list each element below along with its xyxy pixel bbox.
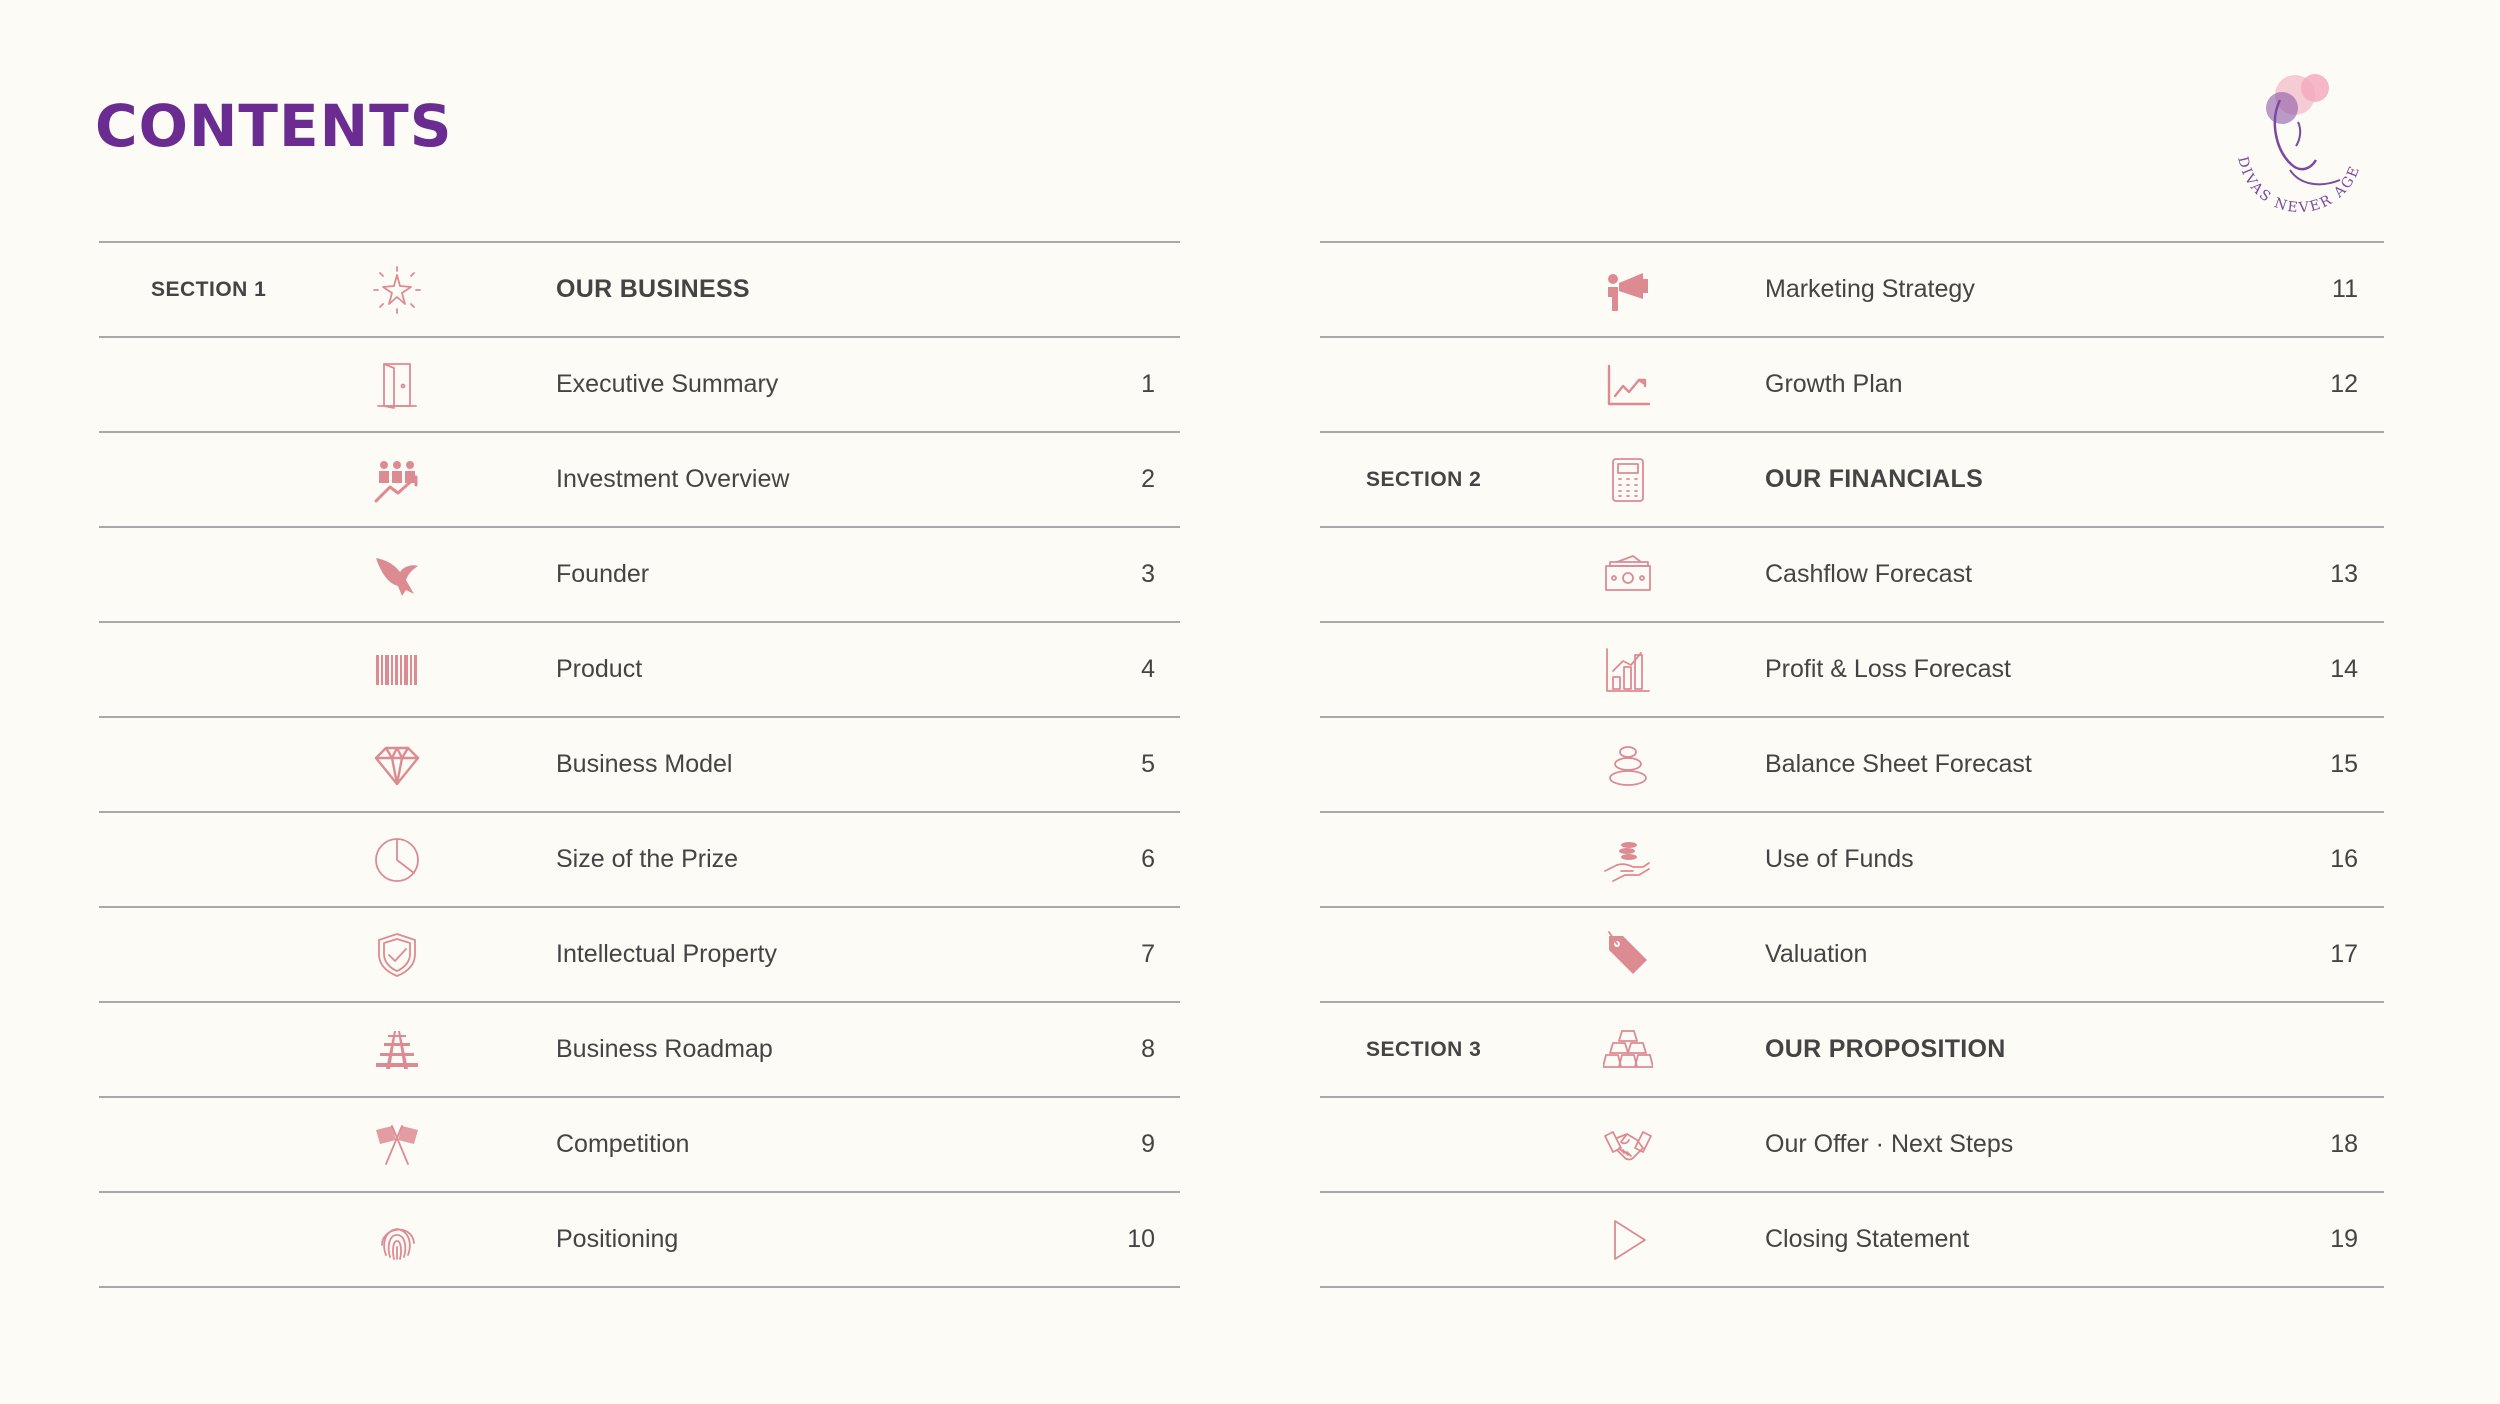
page-number: 19: [2330, 1225, 2358, 1253]
contents-right-column: [1320, 241, 2384, 1288]
section-label: SECTION 3: [1366, 1038, 1482, 1061]
megaphone-icon: [1603, 265, 1653, 315]
page-number: 7: [1141, 940, 1155, 968]
page-number: 17: [2330, 940, 2358, 968]
section-label: SECTION 1: [151, 278, 267, 301]
page-number: 15: [2330, 750, 2358, 778]
page-number: 11: [2332, 275, 2358, 303]
svg-text:DIVAS NEVER AGE: DIVAS NEVER AGE: [2234, 155, 2364, 217]
hand-coins-icon: [1603, 835, 1653, 885]
contents-item-label: Marketing Strategy: [1765, 275, 1975, 303]
contents-row[interactable]: [99, 1098, 1180, 1193]
contents-row[interactable]: [99, 433, 1180, 528]
contents-item-label: Executive Summary: [556, 370, 779, 398]
fingerprint-icon: [372, 1215, 422, 1265]
contents-item-label: Valuation: [1765, 940, 1868, 968]
team-growth-icon: [372, 455, 422, 505]
contents-row[interactable]: [99, 718, 1180, 813]
page-number: 9: [1141, 1130, 1155, 1158]
cash-icon: [1603, 550, 1653, 600]
contents-item-label: Our Offer · Next Steps: [1765, 1130, 2014, 1158]
contents-left-column: [99, 241, 1180, 1288]
contents-item-label: Cashflow Forecast: [1765, 560, 1973, 588]
page-number: 12: [2330, 370, 2358, 398]
page-number: 2: [1141, 465, 1155, 493]
page-number: 8: [1141, 1035, 1155, 1063]
brand-logo: [2220, 60, 2380, 220]
handshake-icon: [1603, 1120, 1653, 1170]
page-number: 4: [1141, 655, 1155, 683]
section-title: OUR BUSINESS: [556, 275, 750, 303]
contents-item-label: Product: [556, 655, 643, 683]
contents-row[interactable]: [1320, 1193, 2384, 1288]
barcode-icon: [372, 645, 422, 695]
contents-row[interactable]: [1320, 623, 2384, 718]
section-heading-row[interactable]: [1320, 1003, 2384, 1098]
page-number: 13: [2330, 560, 2358, 588]
diamond-icon: [372, 740, 422, 790]
contents-item-label: Investment Overview: [556, 465, 790, 493]
contents-item-label: Intellectual Property: [556, 940, 777, 968]
gold-bars-icon: [1603, 1025, 1653, 1075]
contents-row[interactable]: [99, 1003, 1180, 1098]
contents-row[interactable]: [1320, 243, 2384, 338]
calculator-icon: [1603, 455, 1653, 505]
contents-item-label: Use of Funds: [1765, 845, 1914, 873]
page-number: 1: [1141, 370, 1155, 398]
pie-chart-icon: [372, 835, 422, 885]
contents-row[interactable]: [99, 528, 1180, 623]
page-number: 10: [1127, 1225, 1155, 1253]
contents-item-label: Business Roadmap: [556, 1035, 773, 1063]
stones-icon: [1603, 740, 1653, 790]
page-number: 3: [1141, 560, 1155, 588]
contents-row[interactable]: [1320, 528, 2384, 623]
bar-chart-icon: [1603, 645, 1653, 695]
contents-item-label: Competition: [556, 1130, 690, 1158]
contents-item-label: Closing Statement: [1765, 1225, 1970, 1253]
contents-item-label: Founder: [556, 560, 650, 588]
page-number: 5: [1141, 750, 1155, 778]
contents-row[interactable]: [99, 1193, 1180, 1288]
contents-row[interactable]: [1320, 1098, 2384, 1193]
logo-icon: [2220, 60, 2380, 220]
contents-row[interactable]: [1320, 338, 2384, 433]
eagle-icon: [372, 550, 422, 600]
page-title: CONTENTS: [95, 92, 453, 160]
contents-row[interactable]: [99, 338, 1180, 433]
contents-item-label: Size of the Prize: [556, 845, 739, 873]
price-tag-icon: [1603, 930, 1653, 980]
contents-row[interactable]: [1320, 718, 2384, 813]
section-title: OUR PROPOSITION: [1765, 1035, 2006, 1063]
shield-check-icon: [372, 930, 422, 980]
page-number: 6: [1141, 845, 1155, 873]
contents-item-label: Profit & Loss Forecast: [1765, 655, 2011, 683]
contents-item-label: Growth Plan: [1765, 370, 1903, 398]
contents-item-label: Balance Sheet Forecast: [1765, 750, 2032, 778]
contents-row[interactable]: [1320, 908, 2384, 1003]
contents-row[interactable]: [99, 623, 1180, 718]
page-number: 16: [2330, 845, 2358, 873]
page-number: 18: [2330, 1130, 2358, 1158]
growth-chart-icon: [1603, 360, 1653, 410]
section-heading-row[interactable]: [1320, 433, 2384, 528]
contents-row[interactable]: [99, 813, 1180, 908]
railroad-icon: [372, 1025, 422, 1075]
section-label: SECTION 2: [1366, 468, 1482, 491]
contents-row[interactable]: [99, 908, 1180, 1003]
door-icon: [372, 360, 422, 410]
racing-flags-icon: [372, 1120, 422, 1170]
contents-item-label: Positioning: [556, 1225, 679, 1253]
page-number: 14: [2330, 655, 2358, 683]
contents-item-label: Business Model: [556, 750, 733, 778]
play-icon: [1603, 1215, 1653, 1265]
contents-row[interactable]: [1320, 813, 2384, 908]
section-title: OUR FINANCIALS: [1765, 465, 1984, 493]
section-heading-row[interactable]: [99, 243, 1180, 338]
sparkle-icon: [372, 265, 422, 315]
